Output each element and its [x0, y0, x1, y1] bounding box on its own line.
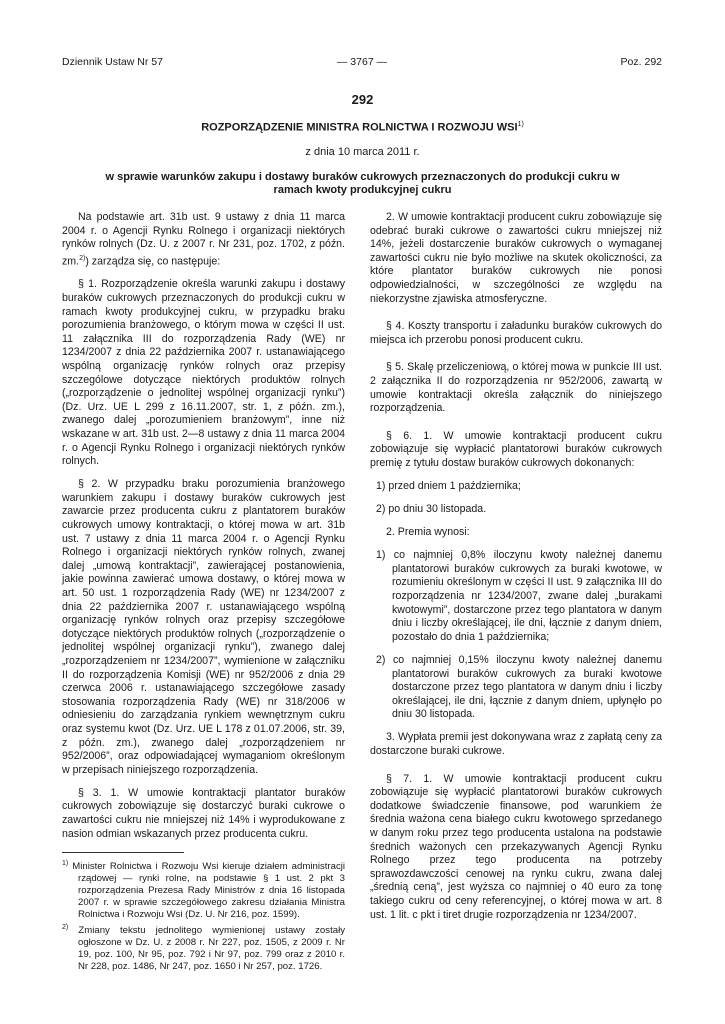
section-5: § 5. Skalę przeliczeniową, o której mowa w punkcie III ust. 2 załącznika II do rozporządzenia nr 952/2006, zawartą w umowie kontraktacji określa załącznik do niniejszego rozporządzenia.	[370, 361, 662, 415]
section-3-1: § 3. 1. W umowie kontraktacji plantator buraków cukrowych zobowiązuje się dostarczyć buraki cukrowe o zawartości cukru nie mniejszej niż 14% i wyprodukowane z nasion odmian wskazanych przez producenta cukru.	[62, 786, 345, 840]
section-4: § 4. Koszty transportu i załadunku buraków cukrowych do miejsca ich przerobu ponosi producent cukru.	[370, 320, 662, 346]
footnote-2-ref: 2)	[62, 924, 69, 932]
intro-text-end: ) zarządza się, co następuje:	[85, 255, 221, 268]
act-date: z dnia 10 marca 2011 r.	[305, 146, 420, 158]
footnote-2-text: Zmiany tekstu jednolitego wymienionej ustawy zostały ogłoszone w Dz. U. z 2008 r. Nr 227, poz. 1505, z 2009 r. Nr 19, poz. 100, Nr 95, poz. 792 i Nr 97, poz. 799 oraz z 2010 r. Nr 228, poz. 1486, Nr 247, poz. 1650 i Nr 257, poz. 1726.	[78, 925, 345, 973]
section-6-3: 3. Wypłata premii jest dokonywana wraz z zapłatą ceny za dostarczone buraki cukrowe.	[370, 731, 662, 757]
intro-footnote-ref[interactable]: 2)	[79, 254, 86, 262]
intro-paragraph	[62, 211, 345, 269]
section-6-1: § 6. 1. W umowie kontraktacji producent cukru zobowiązuje się wypłacić plantatorowi buraków cukrowych premię z tytułu dostaw buraków cukrowych dokonanych:	[370, 429, 662, 469]
list-item: 2) po dniu 30 listopada.	[376, 503, 487, 516]
list-item: 1) co najmniej 0,8% iloczynu kwoty należnej danemu plantatorowi buraków cukrowych za buraki kwotowe, w rozumieniu określonym w części II ust. 9 załącznika III do rozporządzenia nr 1234/2007, zwane dalej „burakami kwotowymi”, dostarczone przez tego plantatora w danym dniu i liczby określającej, ile dni, łącznie z danym dniem, pozostało do dnia 1 października;	[376, 549, 662, 643]
journal-name: Dziennik Ustaw Nr 57	[62, 56, 163, 68]
list-item: 2) co najmniej 0,15% iloczynu kwoty należnej danemu plantatorowi buraków cukrowych za buraki kwotowe dostarczone przez tego plantatora w danym dniu i liczby określającej, ile dni, łącznie z danym dniem, upłynęło po dniu 30 listopada.	[376, 653, 662, 721]
section-3-2: 2. W umowie kontraktacji producent cukru zobowiązuje się odebrać buraki cukrowe o zawartości cukru mniejszej niż 14%, jeżeli dostarczenie buraków cukrowych o wymaganej zawartości cukru nie było możliwe na skutek okoliczności, za które plantator buraków cukrowych nie ponosi odpowiedzialności, w szczególności ze względu na niekorzystne zjawiska atmosferyczne.	[370, 211, 662, 305]
footnote-2	[62, 922, 345, 973]
page-number: — 3767 —	[336, 56, 388, 68]
list-item: 1) przed dniem 1 października;	[376, 480, 521, 492]
position-number: Poz. 292	[620, 56, 662, 68]
footnote-divider	[62, 852, 184, 853]
section-1: § 1. Rozporządzenie określa warunki zakupu i dostawy buraków cukrowych przeznaczonych do produkcji cukru w ramach kwoty produkcyjnej cukru, w przypadku braku porozumienia branżowego, o którym mowa w części II ust. 11 załącznika III do rozporządzenia Rady (WE) nr 1234/2007 z dnia 22 października 2007 r. ustanawiającego wspólną organizację rynków rolnych oraz przepisy szczególowe dotyczące niektórych produktów rolnych („rozporządzenie o jednolitej wspólnej organizacji rynku”) (Dz. Urz. UE L 299 z 16.11.2007, str. 1, z późn. zm.), zwanego dalej „porozumieniem branżowym”, inne niż wskazane w art. 31b ust. 2—8 ustawy z dnia 11 marca 2004 r. o Agencji Rynku Rolnego i organizacji niektórych rynków rolnych.	[62, 278, 345, 468]
act-title	[0, 121, 725, 134]
page-header	[62, 56, 662, 72]
section-6-2: 2. Premia wynosi:	[386, 526, 470, 539]
footnotes	[62, 858, 345, 974]
act-subject: w sprawie warunków zakupu i dostawy buraków cukrowych przeznaczonych do produkcji cukru w ramach kwoty produkcyjnej cukru	[105, 171, 620, 196]
intro-text: Na podstawie art. 31b ust. 9 ustawy z dnia 11 marca 2004 r. o Agencji Rynku Rolnego i organizacji niektórych rynków rolnych (Dz. U. z 2007 r. Nr 231, poz. 1702, z późn. zm.	[62, 211, 345, 268]
act-number: 292	[351, 92, 374, 107]
left-column	[62, 211, 345, 851]
footnote-1	[62, 858, 345, 921]
section-2: § 2. W przypadku braku porozumienia branżowego warunkiem zakupu i dostawy buraków cukrowych jest zawarcie przez producenta cukru z plantatorem buraków cukrowych umowy kontraktacji, o której mowa w art. 31b ust. 7 ustawy z dnia 11 marca 2004 r. o Agencji Rynku Rolnego i organizacji niektórych rynków rolnych, zwanej dalej „umową kontraktacji”, zawierającej postanowienia, jakie powinna zawierać umowa dostawy, o której mowa w art. 50 ust. 1 rozporządzenia Rady (WE) nr 1234/2007 z dnia 22 października 2007 r. ustanawiającego wspólną organizację rynków rolnych oraz przepisy szczegółowe dotyczące niektórych produktów rolnych („rozporządzenie o jednolitej wspólnej organizacji rynku”), zwanego dalej „rozporządzeniem nr 1234/2007”, wymienione w załączniku II do rozporządzenia Komisji (WE) nr 952/2006 z dnia 29 czerwca 2006 r. ustanawiającego szczegółowe zasady stosowania rozporządzenia Rady (WE) nr 318/2006 w odniesieniu do zarządzania rynkiem wewnętrznym cukru oraz systemu kwot (Dz. Urz. UE L 178 z 01.07.2006, str. 39, z późn. zm.), zwanego dalej „rozporządzeniem nr 952/2006”, oraz odpowiadającej wymaganiom określonym w przepisach niniejszego rozporządzenia.	[62, 478, 345, 776]
right-column	[370, 211, 662, 932]
footnote-1-ref: 1)	[62, 860, 69, 867]
title-footnote-ref[interactable]: 1)	[517, 121, 524, 128]
footnote-1-text: Minister Rolnictwa i Rozwoju Wsi kieruje działem administracji rządowej — rynki rolne, na podstawie § 1 ust. 2 pkt 3 rozporządzenia Prezesa Rady Ministrów z dnia 16 listopada 2007 r. w sprawie szczegółowego zakresu działania Ministra Rolnictwa i Rozwoju Wsi (Dz. U. Nr 216, poz. 1599).	[72, 861, 345, 921]
section-7-1: § 7. 1. W umowie kontraktacji producent cukru zobowiązuje się wypłacić plantatorowi buraków cukrowych dodatkowe świadczenie finansowe, pod warunkiem że średnia ważona cena białego cukru kwotowego sprzedanego w danym roku przez tego producenta ustalona na podstawie średnich ważonych cen przekazywanych Agencji Rynku Rolnego przez tego producenta na potrzeby sprawozdawczości cenowej na rynku cukru, zwana dalej „średnią ceną”, jest wyższa co najmniej o 40 euro za tonę takiego cukru od ceny referencyjnej, o której mowa w art. 8 ust. 1 lit. c pkt i tiret drugie rozporządzenia nr 1234/2007.	[370, 772, 662, 921]
act-title-text: ROZPORZĄDZENIE MINISTRA ROLNICTWA I ROZWOJU WSI	[201, 121, 518, 134]
